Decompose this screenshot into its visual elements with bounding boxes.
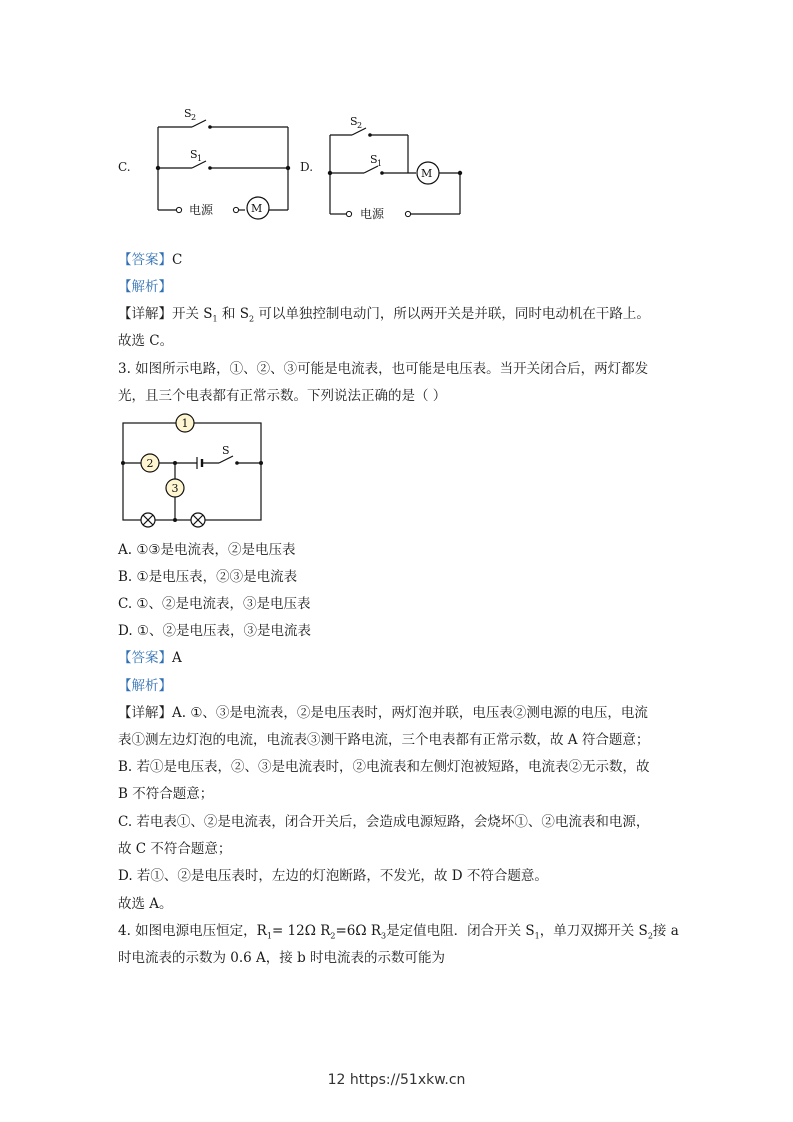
q2-detail-sub1: 1: [212, 314, 218, 324]
q3-stem-line-2: 光，且三个电表都有正常示数。下列说法正确的是（ ）: [118, 388, 447, 404]
q3-detail-line-1: [118, 704, 648, 722]
q4-t6: 接 a: [652, 923, 679, 939]
q3-option-d: D. ①、②是电压表，③是电流表: [118, 623, 312, 639]
q4-sub1: 1: [266, 931, 272, 941]
d-source-label: 电源: [360, 207, 385, 220]
q3-answer-tag: 【答案】: [118, 650, 172, 666]
q2-conclusion: 故选 C。: [118, 333, 174, 349]
q4-t1: 4. 如图电源电压恒定，R: [118, 923, 267, 939]
q4-sub2: 2: [330, 931, 336, 941]
q3-option-a: A. ①③是电流表，②是电压表: [118, 542, 296, 558]
option-c-label: C.: [118, 160, 131, 174]
q2-answer-tag: 【答案】: [118, 252, 172, 268]
q3-answer: [118, 649, 182, 667]
circuit-diagram-q3: [115, 410, 275, 530]
q4-stem-line-1: [118, 922, 679, 946]
q2-detail-b: 和 S: [217, 306, 249, 322]
q3-answer-value: A: [172, 650, 182, 666]
q3-meter-1-label: 1: [181, 417, 189, 430]
c-s2-sub: 2: [191, 113, 197, 122]
q3-option-c: C. ①、②是电流表，③是电压表: [118, 596, 311, 612]
option-d-label: D.: [300, 160, 314, 174]
c-s1-sub: 1: [197, 154, 203, 163]
q3-detail-tag: 【详解】: [118, 705, 172, 721]
q3-option-b: B. ①是电压表，②③是电流表: [118, 569, 298, 585]
q3-detail-line-7: D. 若①、②是电压表时，左边的灯泡断路，不发光，故 D 不符合题意。: [118, 868, 548, 884]
q4-sub5: 2: [647, 931, 653, 941]
q2-detail-c: 可以单独控制电动门，所以两开关是并联，同时电动机在干路上。: [254, 306, 650, 322]
circuit-diagram-d: [322, 110, 467, 220]
page-footer: 12 https://51xkw.cn: [327, 1072, 466, 1088]
q4-t2: = 12Ω R: [271, 923, 331, 939]
q3-detail-line-4: B 不符合题意；: [118, 786, 214, 802]
q3-meter-2-label: 2: [146, 457, 154, 470]
d-s1-sub: 1: [377, 159, 383, 168]
q2-answer: [118, 251, 182, 269]
c-s1-label: S: [190, 148, 198, 161]
q3-detail-text-1: A. ①、③是电流表，②是电压表时，两灯泡并联，电压表②测电源的电压，电流: [172, 705, 648, 721]
d-s2-label: S: [350, 115, 358, 128]
q2-detail-sub2: 2: [248, 314, 255, 324]
q4-t5: ，单刀双掷开关 S: [539, 923, 648, 939]
q3-detail-line-8: 故选 A。: [118, 896, 173, 912]
q4-t4: 是定值电阻．闭合开关 S: [386, 923, 535, 939]
q3-meter-3-label: 3: [171, 482, 179, 495]
q2-detail-a: 开关 S: [172, 306, 213, 322]
q4-sub3: 3: [381, 931, 387, 941]
q4-sub4: 1: [534, 931, 540, 941]
q3-detail-line-5: C. 若电表①、②是电流表，闭合开关后，会造成电源短路，会烧坏①、②电流表和电源，: [118, 814, 650, 830]
q4-stem-line-2: 时电流表的示数为 0.6 A，接 b 时电流表的示数可能为: [118, 950, 446, 966]
circuit-diagram-c: [150, 105, 295, 220]
q2-detail-tag: 【详解】: [118, 306, 172, 322]
q3-analysis-tag: 【解析】: [118, 678, 172, 694]
c-motor-label: M: [251, 202, 263, 215]
c-source-label: 电源: [189, 203, 214, 217]
q2-analysis-tag: 【解析】: [118, 279, 172, 295]
d-s2-sub: 2: [357, 121, 363, 130]
q2-answer-value: C: [172, 252, 183, 268]
q3-detail-line-2: 表①测左边灯泡的电流，电流表③测干路电流，三个电表都有正常示数，故 A 符合题意；: [118, 732, 650, 748]
q4-t3: =6Ω R: [335, 923, 382, 939]
d-motor-label: M: [421, 167, 433, 180]
q3-stem-line-1: 3. 如图所示电路，①、②、③可能是电流表，也可能是电压表。当开关闭合后，两灯都发: [118, 361, 649, 377]
q3-detail-line-6: 故 C 不符合题意；: [118, 841, 232, 857]
q3-detail-line-3: B. 若①是电压表，②、③是电流表时，②电流表和左侧灯泡被短路，电流表②无示数，故: [118, 759, 650, 775]
q2-detail: [118, 305, 650, 329]
d-s1-label: S: [370, 153, 378, 166]
q3-switch-label: S: [222, 444, 230, 457]
c-s2-label: S: [184, 107, 192, 120]
